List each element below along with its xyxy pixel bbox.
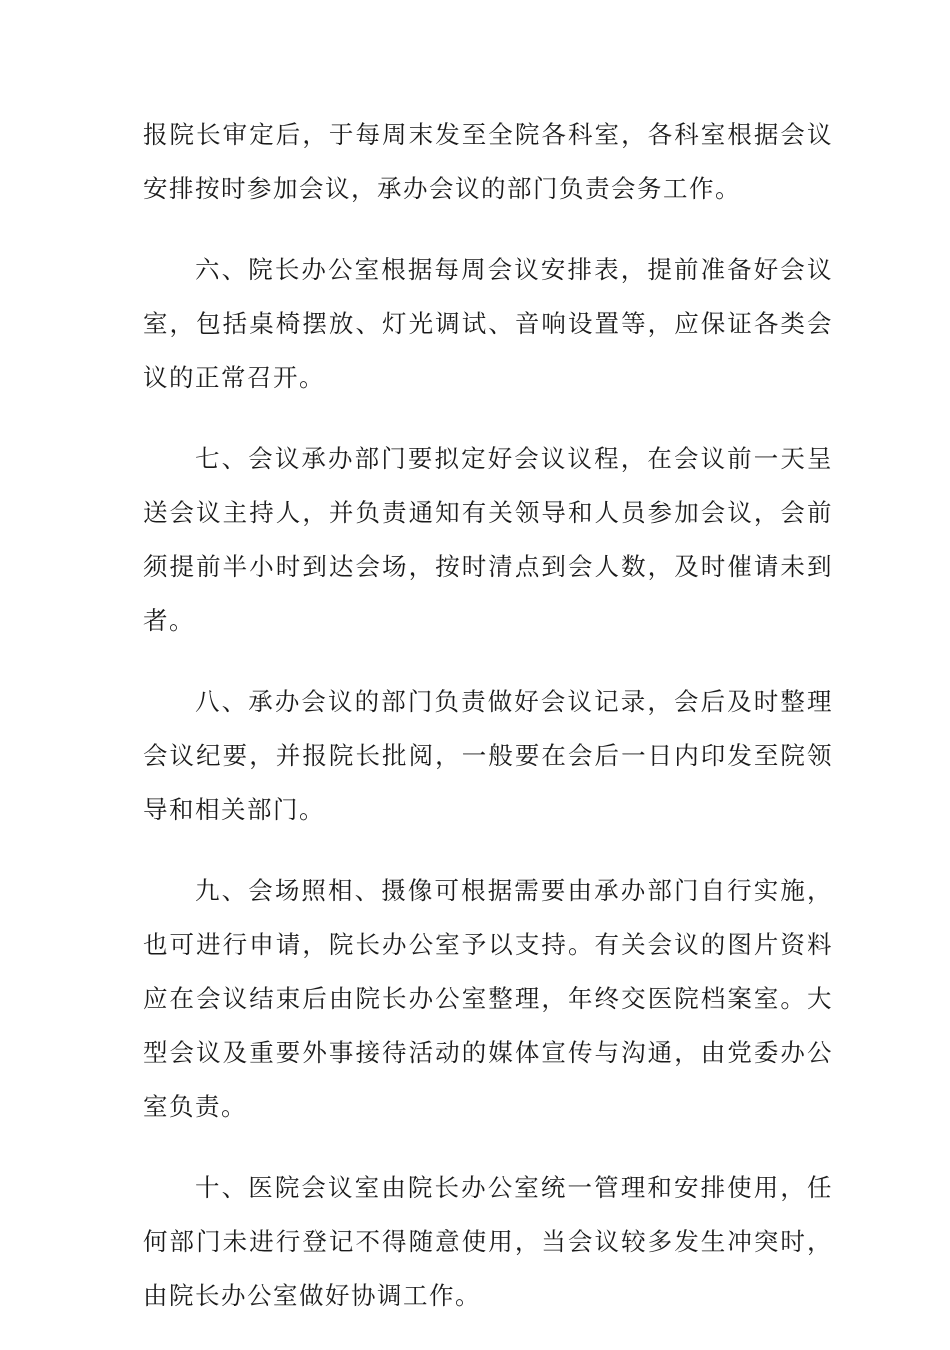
paragraph-item-8: 八、承办会议的部门负责做好会议记录，会后及时整理会议纪要，并报院长批阅，一般要在会后一日内印发至院领导和相关部门。 — [143, 687, 833, 824]
paragraph-item-9: 九、会场照相、摄像可根据需要由承办部门自行实施，也可进行申请，院长办公室予以支持。有关会议的图片资料应在会议结束后由院长办公室整理，年终交医院档案室。大型会议及重要外事接待活动的媒体宣传与沟通，由党委办公室负责。 — [143, 876, 833, 1121]
paragraph-continuation: 报院长审定后，于每周末发至全院各科室，各科室根据会议安排按时参加会议，承办会议的部门负责会务工作。 — [143, 120, 833, 203]
paragraph-item-10: 十、医院会议室由院长办公室统一管理和安排使用，任何部门未进行登记不得随意使用，当会议较多发生冲突时，由院长办公室做好协调工作。 — [143, 1173, 833, 1310]
paragraph-item-7: 七、会议承办部门要拟定好会议议程，在会议前一天呈送会议主持人，并负责通知有关领导和人员参加会议，会前须提前半小时到达会场，按时清点到会人数，及时催请未到者。 — [143, 444, 833, 635]
document-body — [143, 108, 833, 1350]
paragraph-item-6: 六、院长办公室根据每周会议安排表，提前准备好会议室，包括桌椅摆放、灯光调试、音响设置等，应保证各类会议的正常召开。 — [143, 255, 833, 392]
